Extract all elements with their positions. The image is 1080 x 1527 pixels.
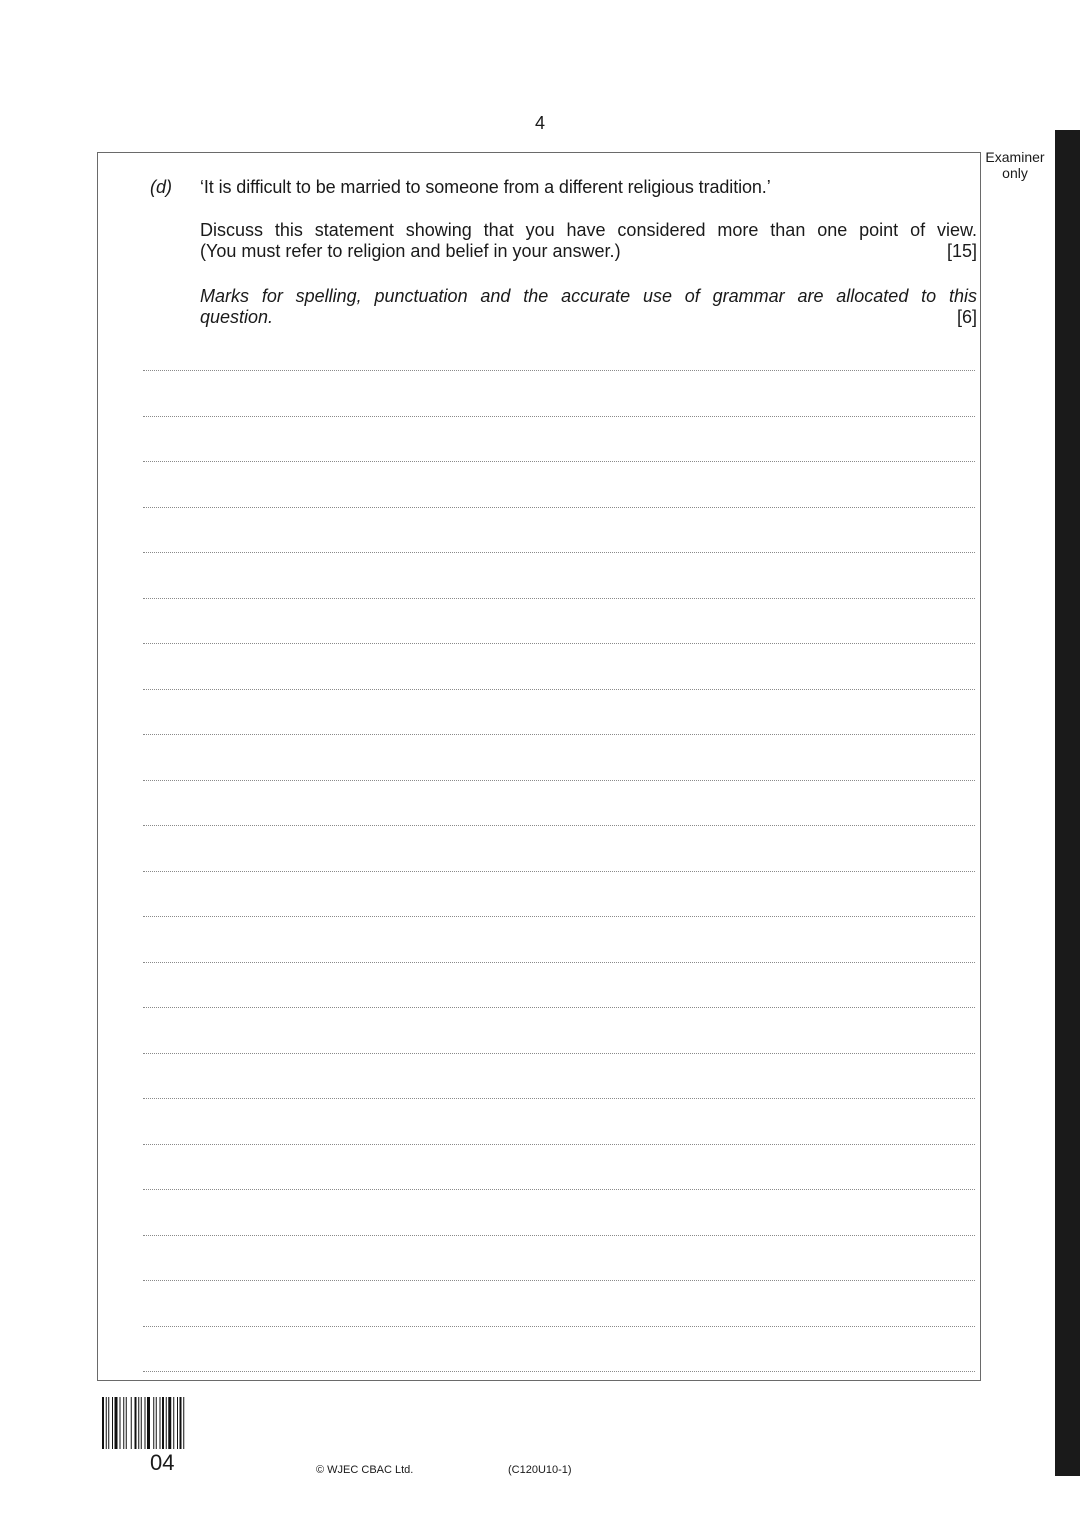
answer-line[interactable]: [143, 689, 975, 690]
answer-line[interactable]: [143, 871, 975, 872]
answer-line[interactable]: [143, 416, 975, 417]
instruction-marks: [15]: [946, 241, 977, 261]
spag-line1: Marks for spelling, punctuation and the accurate use of grammar are allocated to this: [200, 286, 977, 306]
answer-line[interactable]: [143, 1235, 975, 1236]
answer-line[interactable]: [143, 1280, 975, 1281]
answer-line[interactable]: [143, 1053, 975, 1054]
page-number: 4: [534, 113, 545, 133]
paper-code: (C120U10-1): [508, 1464, 572, 1476]
answer-line[interactable]: [143, 962, 975, 963]
answer-line[interactable]: [143, 643, 975, 644]
question-letter: (d): [150, 177, 172, 197]
answer-line[interactable]: [143, 1189, 975, 1190]
copyright: © WJEC CBAC Ltd.: [316, 1464, 414, 1476]
answer-line[interactable]: [143, 507, 975, 508]
answer-line[interactable]: [143, 461, 975, 462]
examiner-label-line2: only: [1002, 165, 1028, 181]
answer-line[interactable]: [143, 825, 975, 826]
answer-line[interactable]: [143, 1098, 975, 1099]
answer-line[interactable]: [143, 734, 975, 735]
question-statement: ‘It is difficult to be married to someone from a different religious tradition.’: [200, 177, 771, 197]
answer-line[interactable]: [143, 1144, 975, 1145]
question-instruction: [200, 220, 977, 262]
spag-note: [200, 286, 977, 328]
answer-line[interactable]: [143, 780, 975, 781]
examiner-label-line1: Examiner: [985, 149, 1045, 165]
examiner-only-label: [983, 149, 1047, 181]
answer-line[interactable]: [143, 916, 975, 917]
spag-line2: question.: [200, 307, 274, 327]
barcode: [102, 1397, 226, 1449]
answer-line[interactable]: [143, 552, 975, 553]
answer-line[interactable]: [143, 1007, 975, 1008]
barcode-number: 04: [150, 1450, 175, 1475]
instruction-line2: (You must refer to religion and belief in your answer.): [200, 241, 621, 261]
answer-line[interactable]: [143, 370, 975, 371]
answer-line[interactable]: [143, 1326, 975, 1327]
answer-line[interactable]: [143, 598, 975, 599]
spag-marks: [6]: [956, 307, 977, 327]
answer-box: [97, 152, 981, 1381]
page-edge-bar: [1055, 130, 1080, 1476]
instruction-line1: Discuss this statement showing that you have considered more than one point of view.: [200, 220, 977, 240]
answer-line[interactable]: [143, 1371, 975, 1372]
